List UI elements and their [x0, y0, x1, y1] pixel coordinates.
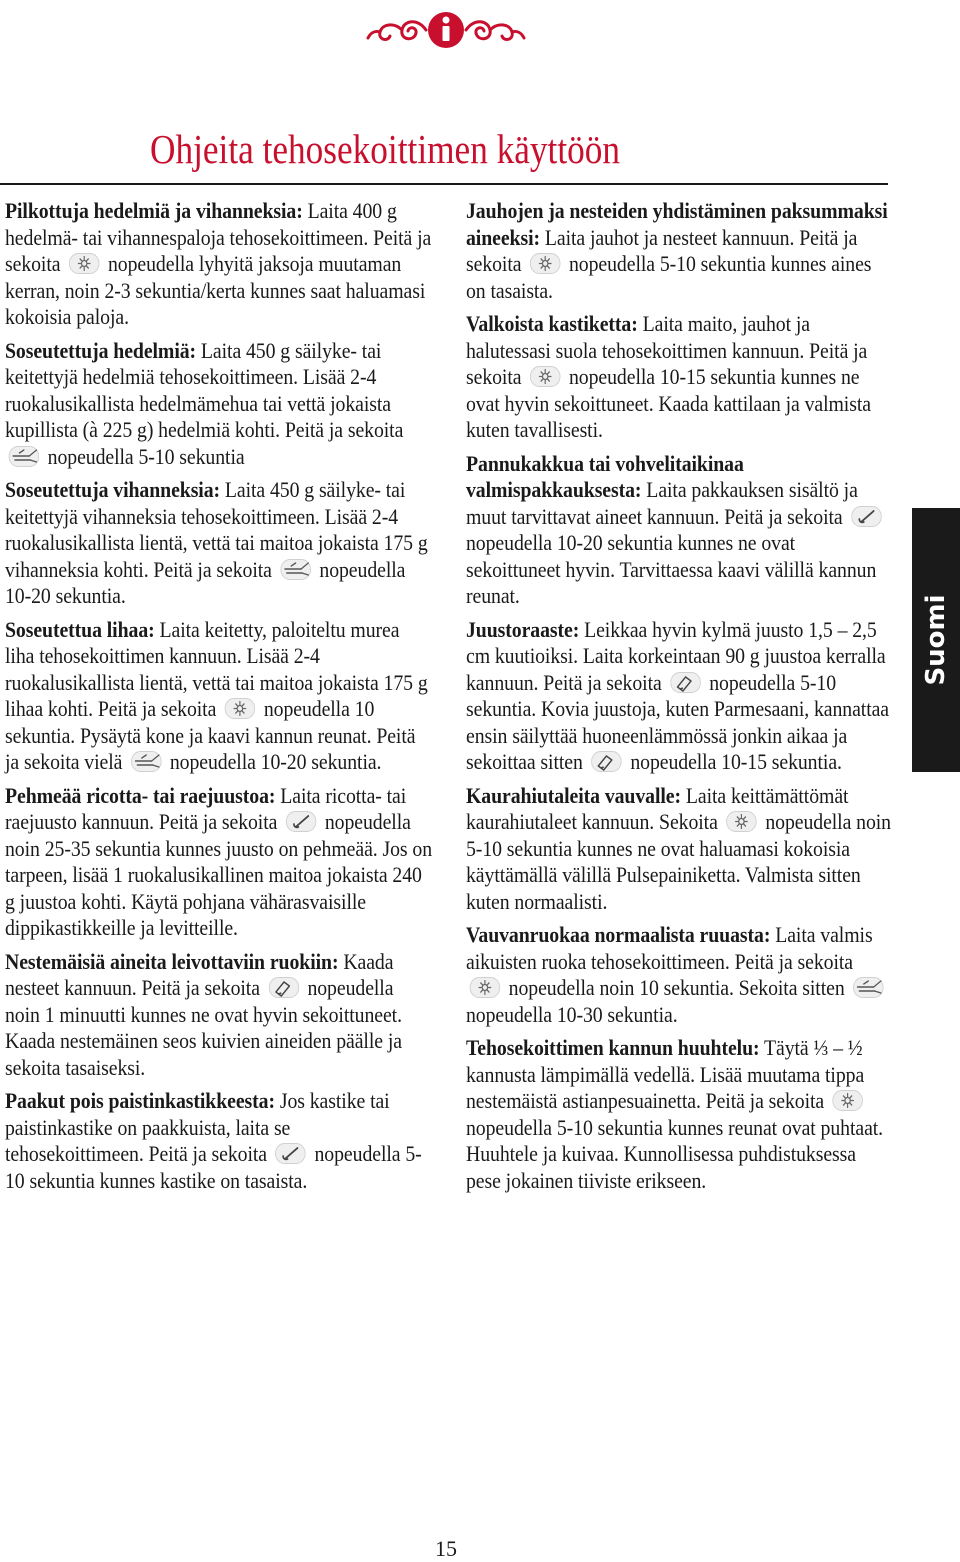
stir-speed-icon	[851, 506, 882, 527]
instruction-entry	[5, 617, 433, 776]
entry-text: nopeudella 10-30 sekuntia.	[466, 1001, 678, 1027]
right-column	[466, 198, 894, 1201]
instruction-entry	[5, 1088, 433, 1194]
language-label: Suomi	[921, 594, 951, 686]
pulse-speed-icon	[225, 698, 256, 719]
entry-text: nopeudella 5-10 sekuntia kunnes kastike on tasaista.	[5, 1141, 422, 1193]
instruction-entry	[5, 198, 433, 331]
entry-heading: Jauhojen ja nesteiden yhdistäminen paksummaksi aineeksi:	[466, 198, 888, 250]
entry-text: nopeudella 5-10 sekuntia. Kovia juustoja, kuten Parmesaani, kannattaa ensin säilyttää huoneenlämmössä jonkin aikaa ja sekoittaa sitten	[466, 669, 890, 774]
entry-heading: Soseutettuja hedelmiä:	[5, 337, 197, 363]
entry-text: nopeudella 10-20 sekuntia.	[169, 749, 382, 774]
entry-text: nopeudella lyhyitä jaksoja muutaman kerran, noin 2-3 sekuntia/kerta kunnes saat haluamasi kokoisia paloja.	[5, 251, 426, 329]
entry-text: nopeudella noin 10 sekuntia. Sekoita sitten	[508, 975, 845, 1000]
entry-heading: Pilkottuja hedelmiä ja vihanneksia:	[5, 198, 303, 223]
entry-text: nopeudella noin 5-10 sekuntia kunnes ne ovat haluamasi kokoisia käyttämällä välillä Pulsepainiketta. Valmista sitten kuten normaalisti.	[466, 809, 891, 914]
entry-text: nopeudella 10-20 sekuntia kunnes ne ovat sekoittuneet hyvin. Tarvittaessa kaavi välillä kannun reunat.	[466, 530, 877, 608]
puree-speed-icon	[131, 751, 162, 772]
entry-heading: Soseutettua lihaa:	[5, 616, 155, 642]
entry-text: nopeudella 5-10 sekuntia kunnes aines on tasaista.	[466, 251, 872, 303]
page-number: 15	[435, 1536, 457, 1561]
pulse-speed-icon	[69, 253, 100, 274]
page-title: Ohjeita tehosekoittimen käyttöön	[150, 126, 621, 172]
instruction-entry	[5, 338, 433, 471]
pulse-speed-icon	[470, 977, 501, 998]
instruction-entry	[466, 1035, 894, 1194]
entry-text: nopeudella 5-10 sekuntia	[47, 443, 245, 469]
instruction-entry	[5, 949, 433, 1082]
entry-text: Laita 450 g säilyke- tai keitettyjä hedelmiä tehosekoittimeen. Lisää 2-4 ruokalusikallista hedelmämehua tai vettä jokaista kupillista (à 225 g) hedelmiä kohti. Peitä ja sekoita	[5, 337, 404, 442]
pulse-speed-icon	[726, 811, 757, 832]
mix-speed-icon	[670, 672, 701, 693]
instruction-entry	[466, 451, 894, 610]
entry-heading: Paakut pois paistinkastikkeesta:	[5, 1088, 275, 1113]
entry-text: nopeudella noin 1 minuutti kunnes ne ovat hyvin sekoittuneet. Kaada nestemäinen seos kuivien aineiden päälle ja sekoita tasaiseksi.	[5, 975, 402, 1080]
entry-text: Laita 450 g säilyke- tai keitettyjä vihanneksia tehosekoittimeen. Lisää 2-4 ruokalusikallista lientä, vettä tai maitoa jokaista 175 g vihanneksia kohti. Peitä ja sekoita	[5, 477, 428, 582]
pulse-speed-icon	[833, 1090, 864, 1111]
entry-text: Jos kastike tai paistinkastike on paakkuista, laita se tehosekoittimeen. Peitä ja sekoita	[5, 1088, 390, 1166]
entry-heading: Vauvanruokaa normaalista ruuasta:	[466, 922, 771, 947]
entry-text: Laita keittämättömät kaurahiutaleet kannuun. Sekoita	[466, 782, 849, 834]
entry-heading: Pannukakkua tai vohvelitaikinaa valmispakkauksesta:	[466, 450, 744, 502]
entry-text: nopeudella noin 25-35 sekuntia kunnes juusto on pehmeää. Jos on tarpeen, lisää 1 ruokalusikallinen maitoa jokaista 240 g juustoa kohti. Käytä pohjana vähärasvaisille dippikastikkeille ja levitteille.	[5, 809, 433, 940]
entry-heading: Juustoraaste:	[466, 616, 580, 642]
left-column	[5, 198, 433, 1201]
entry-heading: Tehosekoittimen kannun huuhtelu:	[466, 1035, 760, 1060]
info-ornament-icon	[364, 8, 528, 52]
pulse-speed-icon	[530, 366, 561, 387]
entry-heading: Nestemäisiä aineita leivottaviin ruokiin:	[5, 948, 339, 974]
instruction-entry	[466, 783, 894, 916]
stir-speed-icon	[286, 811, 317, 832]
puree-speed-icon	[280, 559, 311, 580]
mix-speed-icon	[268, 977, 299, 998]
entry-heading: Pehmeää ricotta- tai raejuustoa:	[5, 782, 276, 808]
pulse-speed-icon	[530, 253, 561, 274]
entry-text: Laita pakkauksen sisältö ja muut tarvittavat aineet kannuun. Peitä ja sekoita	[466, 477, 858, 529]
entry-text: Laita maito, jauhot ja halutessasi suola tehosekoittimen kannuun. Peitä ja sekoita	[466, 311, 868, 389]
title-divider	[0, 183, 888, 185]
instruction-entry	[5, 477, 433, 610]
entry-text: nopeudella 5-10 sekuntia kunnes reunat ovat puhtaat. Huuhtele ja kuivaa. Kunnollisessa puhdistuksessa pese jokainen tiiviste erikseen.	[466, 1114, 884, 1193]
language-side-tab	[912, 508, 960, 772]
entry-heading: Soseutettuja vihanneksia:	[5, 477, 221, 502]
entry-text: Laita ricotta- tai raejuusto kannuun. Peitä ja sekoita	[5, 782, 407, 834]
entry-text: Laita valmis aikuisten ruoka tehosekoittimeen. Peitä ja sekoita	[466, 922, 873, 974]
puree-speed-icon	[9, 446, 40, 467]
entry-text: Laita jauhot ja nesteet kannuun. Peitä ja sekoita	[466, 224, 858, 276]
mix-speed-icon	[591, 751, 622, 772]
instruction-entry	[466, 311, 894, 444]
entry-text: nopeudella 10 sekuntia. Pysäytä kone ja kaavi kannun reunat. Peitä ja sekoita vielä	[5, 696, 416, 774]
entry-heading: Valkoista kastiketta:	[466, 311, 638, 336]
instruction-entry	[466, 922, 894, 1028]
entry-text: nopeudella 10-15 sekuntia.	[630, 749, 842, 774]
puree-speed-icon	[853, 977, 884, 998]
instruction-entry	[466, 198, 894, 304]
instruction-entry	[5, 783, 433, 942]
entry-text: Laita 400 g hedelmä- tai vihannespaloja tehosekoittimeen. Peitä ja sekoita	[5, 198, 432, 276]
instruction-entry	[466, 617, 894, 776]
stir-speed-icon	[275, 1143, 306, 1164]
entry-text: nopeudella 10-15 sekuntia kunnes ne ovat hyvin sekoittuneet. Kaada kattilaan ja valmista kuten tavallisesti.	[466, 364, 871, 442]
entry-text: nopeudella 10-20 sekuntia.	[5, 556, 406, 608]
entry-text: Täytä ⅓ – ½ kannusta lämpimällä vedellä. Lisää muutama tippa nestemäistä astianpesuainetta. Peitä ja sekoita	[466, 1035, 865, 1113]
entry-text: Kaada nesteet kannuun. Peitä ja sekoita	[5, 948, 394, 1000]
entry-heading: Kaurahiutaleita vauvalle:	[466, 782, 682, 808]
entry-text: Leikkaa hyvin kylmä juusto 1,5 – 2,5 cm kuutioiksi. Laita korkeintaan 90 g juustoa kerralla kannuun. Peitä ja sekoita	[466, 616, 886, 695]
entry-text: Laita keitetty, paloiteltu murea liha tehosekoittimen kannuun. Lisää 2-4 ruokalusikallista lientä, vettä tai maitoa jokaista 175 g lihaa kohti. Peitä ja sekoita	[5, 616, 428, 721]
